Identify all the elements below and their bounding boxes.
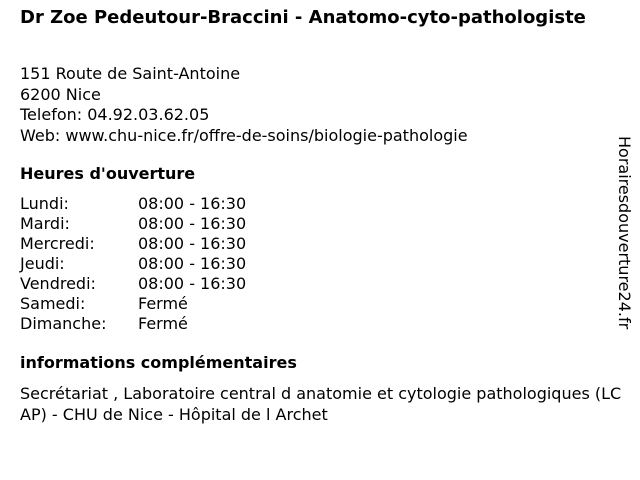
day-hours: 08:00 - 16:30: [138, 254, 247, 273]
day-label: Lundi:: [20, 194, 69, 213]
city-postal: 6200 Nice: [20, 84, 101, 104]
day-hours: Fermé: [138, 314, 188, 333]
hours-row-tuesday: [20, 214, 298, 234]
hours-row-saturday: [20, 294, 298, 314]
day-label: Dimanche:: [20, 314, 107, 333]
day-label: Vendredi:: [20, 274, 96, 293]
additional-info-heading: informations complémentaires: [20, 353, 297, 372]
day-label: Jeudi:: [20, 254, 65, 273]
day-label: Mercredi:: [20, 234, 95, 253]
day-hours: Fermé: [138, 294, 188, 313]
hours-row-sunday: [20, 314, 298, 334]
street-address: 151 Route de Saint-Antoine: [20, 64, 241, 83]
day-hours: 08:00 - 16:30: [138, 234, 247, 253]
hours-row-wednesday: [20, 234, 298, 254]
day-hours: 08:00 - 16:30: [138, 214, 247, 233]
website-link: Web: www.chu-nice.fr/offre-de-soins/biologie-pathologie: [20, 125, 468, 145]
phone-number: Telefon: 04.92.03.62.05: [20, 105, 210, 124]
day-hours: 08:00 - 16:30: [138, 194, 247, 213]
hours-row-monday: [20, 194, 298, 214]
additional-info-text: Secrétariat , Laboratoire central d anatomie et cytologie pathologiques (LCAP) - CHU de Nice - Hôpital de l Archet: [20, 384, 622, 424]
site-watermark: Horairesdouverture24.fr: [615, 136, 634, 330]
address-block: [20, 64, 468, 146]
hours-row-friday: [20, 274, 298, 294]
day-hours: 08:00 - 16:30: [138, 274, 247, 293]
page-title: Dr Zoe Pedeutour-Braccini - Anatomo-cyto-pathologiste: [20, 7, 586, 28]
day-label: Samedi:: [20, 294, 86, 313]
opening-hours-heading: Heures d'ouverture: [20, 164, 196, 183]
day-label: Mardi:: [20, 214, 70, 233]
hours-row-thursday: [20, 254, 298, 274]
opening-hours-table: [20, 194, 298, 334]
